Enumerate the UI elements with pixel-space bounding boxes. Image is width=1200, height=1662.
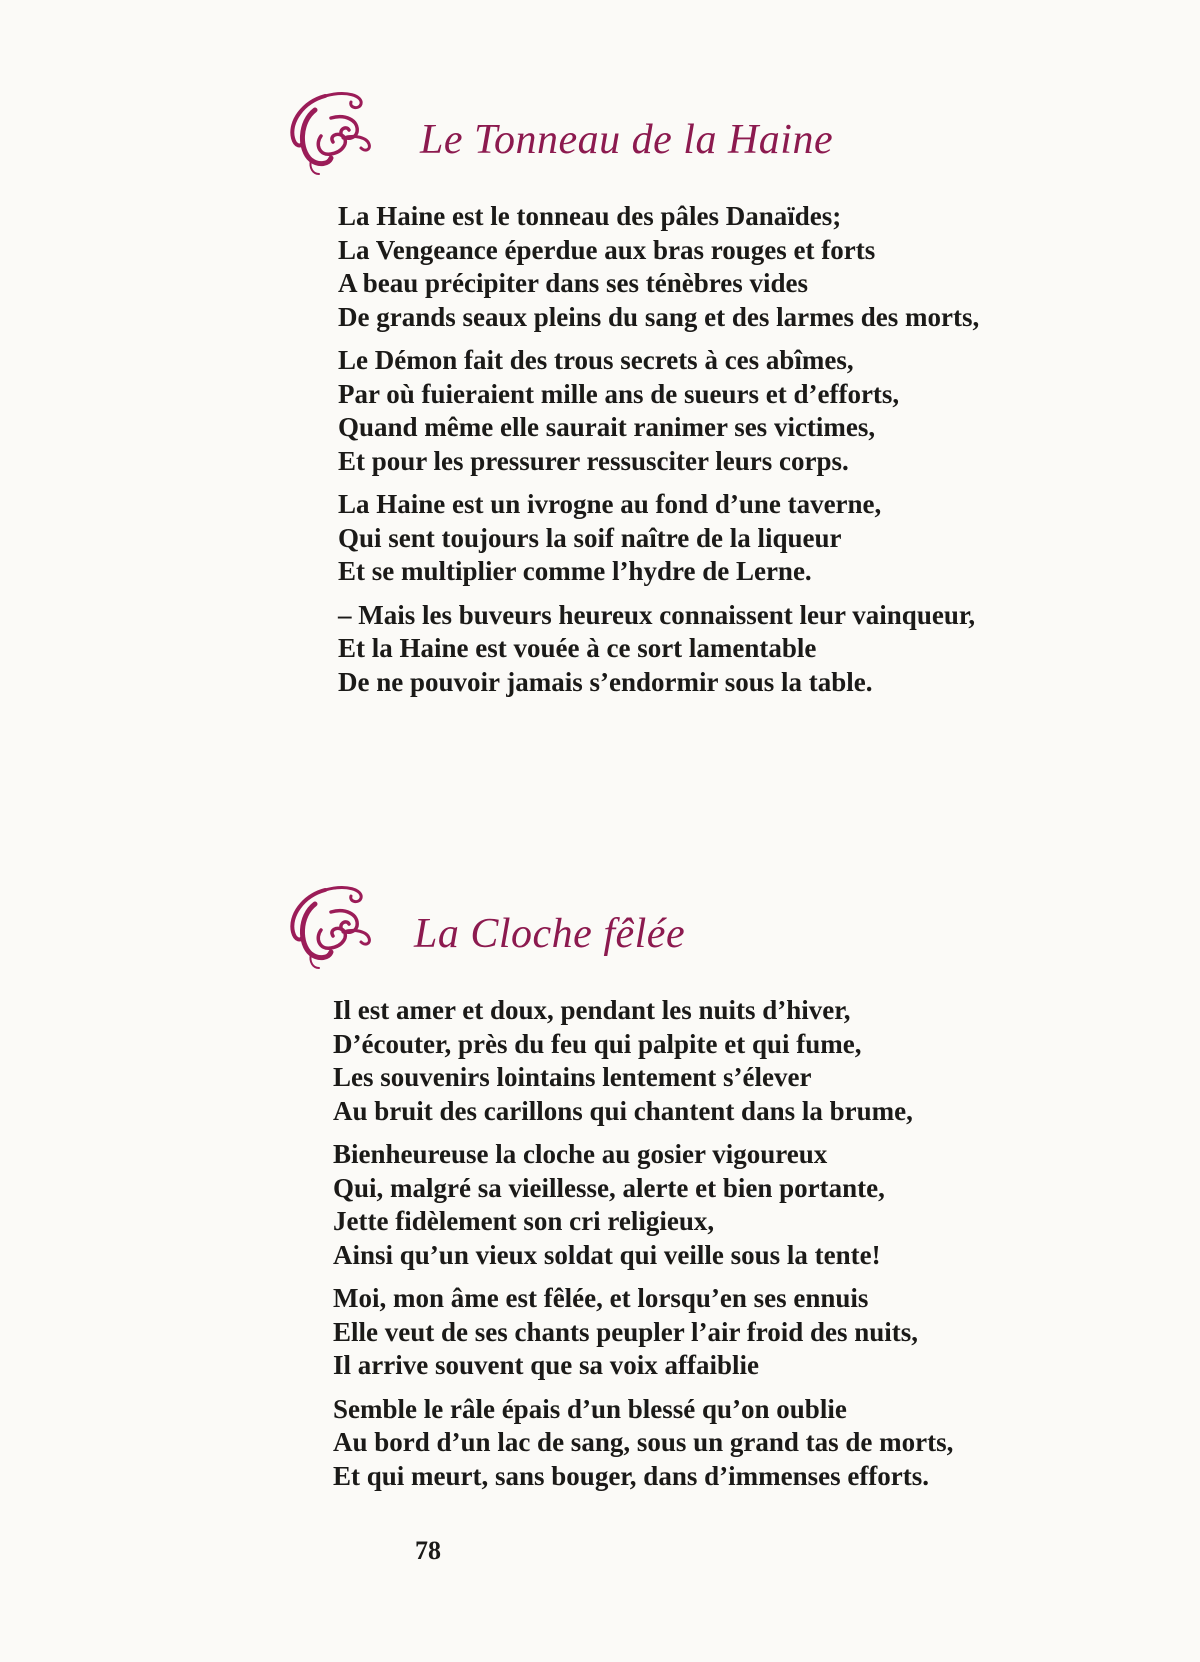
- stanza: [333, 1393, 953, 1494]
- poem-body: [333, 994, 953, 1493]
- verse-line: Qui, malgré sa vieillesse, alerte et bien portante,: [333, 1172, 885, 1203]
- verse-line: La Haine est un ivrogne au fond d’une taverne,: [338, 489, 882, 519]
- verse-line: Jette fidèlement son cri religieux,: [333, 1206, 715, 1236]
- poem-le-tonneau-de-la-haine: [0, 88, 1200, 697]
- poem-title-row: [0, 882, 1200, 974]
- stanza: [333, 994, 953, 1128]
- poem-title-row: [0, 88, 1200, 180]
- poem-la-cloche-felee: [0, 882, 1200, 1491]
- verse-line: Les souvenirs lointains lentement s’élever: [333, 1062, 812, 1092]
- poem-body: [338, 200, 979, 699]
- stanza: [338, 488, 979, 589]
- verse-line: Elle veut de ses chants peupler l’air froid des nuits,: [333, 1316, 919, 1347]
- page-number: 78: [415, 1536, 441, 1565]
- stanza: [333, 1138, 953, 1272]
- poem-title: La Cloche fêlée: [414, 911, 686, 957]
- verse-line: Au bruit des carillons qui chantent dans la brume,: [333, 1095, 913, 1126]
- poem-title: Le Tonneau de la Haine: [420, 117, 834, 163]
- verse-line: De grands seaux pleins du sang et des larmes des morts,: [338, 301, 980, 332]
- verse-line: Il arrive souvent que sa voix affaiblie: [333, 1350, 759, 1380]
- verse-line: Qui sent toujours la soif naître de la liqueur: [338, 522, 842, 553]
- stanza: [338, 344, 979, 478]
- verse-line: Et se multiplier comme l’hydre de Lerne.: [338, 556, 812, 586]
- verse-line: – Mais les buveurs heureux connaissent leur vainqueur,: [338, 599, 976, 630]
- stanza: [338, 599, 979, 700]
- verse-line: Quand même elle saurait ranimer ses victimes,: [338, 412, 876, 442]
- verse-line: La Vengeance éperdue aux bras rouges et forts: [338, 234, 876, 265]
- decorative-flourish-icon: [285, 882, 385, 972]
- verse-line: Au bord d’un lac de sang, sous un grand tas de morts,: [333, 1427, 954, 1457]
- decorative-flourish-icon: [285, 88, 385, 178]
- verse-line: Moi, mon âme est fêlée, et lorsqu’en ses ennuis: [333, 1283, 869, 1313]
- verse-line: De ne pouvoir jamais s’endormir sous la table.: [338, 666, 873, 697]
- verse-line: Ainsi qu’un vieux soldat qui veille sous la tente!: [333, 1239, 881, 1270]
- verse-line: Semble le râle épais d’un blessé qu’on oublie: [333, 1393, 847, 1424]
- verse-line: La Haine est le tonneau des pâles Danaïdes;: [338, 201, 842, 231]
- verse-line: Il est amer et doux, pendant les nuits d’hiver,: [333, 995, 851, 1025]
- verse-line: Et la Haine est vouée à ce sort lamentable: [338, 633, 817, 663]
- verse-line: Et qui meurt, sans bouger, dans d’immenses efforts.: [333, 1460, 930, 1491]
- verse-line: Et pour les pressurer ressusciter leurs corps.: [338, 445, 849, 476]
- verse-line: D’écouter, près du feu qui palpite et qui fume,: [333, 1028, 862, 1059]
- verse-line: Par où fuieraient mille ans de sueurs et d’efforts,: [338, 378, 900, 409]
- stanza: [333, 1282, 953, 1383]
- verse-line: Bienheureuse la cloche au gosier vigoureux: [333, 1139, 828, 1169]
- verse-line: A beau précipiter dans ses ténèbres vides: [338, 268, 809, 298]
- verse-line: Le Démon fait des trous secrets à ces abîmes,: [338, 345, 854, 375]
- stanza: [338, 200, 979, 334]
